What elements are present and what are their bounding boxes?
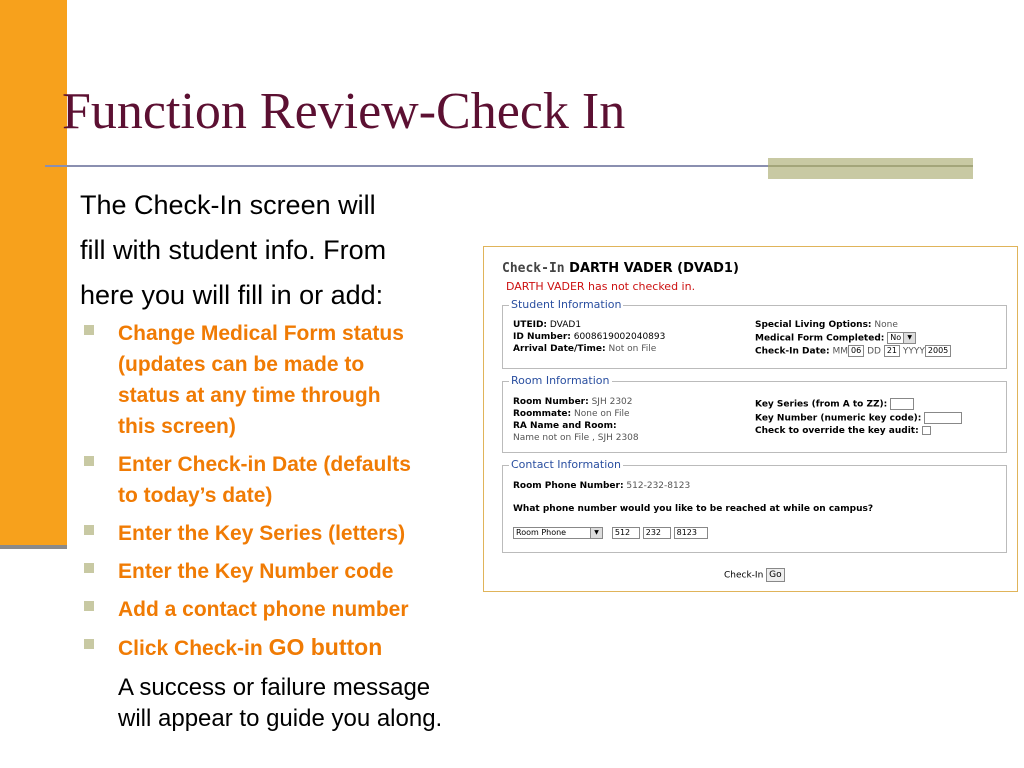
bullet-line: Enter Check-in Date (defaults [118, 453, 411, 476]
key-series-label: Key Series (from A to ZZ): [755, 399, 888, 410]
bullet-line: (updates can be made to [118, 353, 365, 376]
area-code-input[interactable]: 512 [612, 527, 640, 539]
room-info-legend: Room Information [511, 374, 610, 387]
side-bar-shadow [0, 545, 67, 549]
bullet-emphasis: GO button [268, 634, 383, 660]
uteid-label: UTEID: [513, 320, 548, 330]
slide-title: Function Review-Check In [62, 83, 626, 140]
key-number-input[interactable] [924, 412, 962, 424]
bullet-line: this screen) [118, 415, 236, 438]
intro-line: here you will fill in or add: [80, 280, 384, 310]
special-living-label: Special Living Options: [755, 320, 872, 330]
room-number-label: Room Number: [513, 397, 589, 407]
contact-question: What phone number would you like to be reached at while on campus? [513, 504, 874, 514]
list-item [80, 518, 480, 549]
square-bullet-icon [84, 639, 94, 649]
chevron-down-icon: ▼ [903, 333, 915, 343]
phone-type-select[interactable]: Room Phone ▼ [513, 527, 603, 539]
month-input[interactable]: 06 [848, 345, 864, 357]
bullet-line: Enter the Key Series (letters) [118, 522, 406, 545]
checkin-screen-title [502, 261, 739, 276]
instruction-list [80, 318, 480, 671]
status-text: has not checked in. [584, 280, 696, 293]
title-accent-line [768, 165, 973, 167]
ra-label: RA Name and Room: [513, 421, 617, 431]
student-name-title: DARTH VADER (DVAD1) [569, 261, 739, 276]
list-item [80, 556, 480, 587]
day-input[interactable]: 21 [884, 345, 900, 357]
bullet-line: status at any time through [118, 384, 381, 407]
student-info-section: Student Information UTEID: DVAD1 ID Number: 6008619002040893 Arrival Date/Time: Not on File Special Living Options: None Medical Form Completed: No ▼ Check-In Date: MM 06 DD 21 YYYY 2005 [502, 305, 1007, 369]
override-label: Check to override the key audit: [755, 426, 919, 436]
prefix-input[interactable]: 232 [643, 527, 671, 539]
key-number-label: Key Number (numeric key code): [755, 413, 922, 424]
footnote-text [118, 672, 488, 734]
footnote-line: will appear to guide you along. [118, 705, 443, 732]
checkin-date-label: Check-In Date: [755, 346, 830, 357]
checkin-status-message [506, 280, 695, 293]
override-checkbox[interactable] [922, 426, 931, 435]
year-input[interactable]: 2005 [925, 345, 951, 357]
ra-value: Name not on File , SJH 2308 [513, 433, 639, 443]
square-bullet-icon [84, 563, 94, 573]
square-bullet-icon [84, 456, 94, 466]
square-bullet-icon [84, 601, 94, 611]
contact-info-section [502, 458, 1007, 553]
status-student-name: DARTH VADER [506, 280, 585, 293]
line-number-input[interactable]: 8123 [674, 527, 708, 539]
room-phone-value: 512-232-8123 [626, 481, 691, 491]
bullet-line: to today’s date) [118, 484, 273, 507]
intro-line: fill with student info. From [80, 235, 387, 265]
id-number-value: 6008619002040893 [573, 332, 666, 342]
room-info-section [502, 374, 1007, 453]
list-item [80, 594, 480, 625]
checkin-title-label: Check-In [502, 261, 565, 276]
room-number-value: SJH 2302 [591, 397, 633, 407]
checkin-screenshot [483, 246, 1018, 592]
medical-form-select[interactable]: No ▼ [887, 332, 916, 344]
list-item [80, 449, 480, 511]
bullet-line: Add a contact phone number [118, 598, 409, 621]
student-info-legend: Student Information [511, 298, 622, 311]
list-item [80, 318, 480, 442]
arrival-value: Not on File [608, 344, 657, 354]
room-phone-label: Room Phone Number: [513, 481, 624, 491]
roommate-value: None on File [574, 409, 630, 419]
chevron-down-icon: ▼ [590, 528, 602, 538]
id-number-label: ID Number: [513, 332, 571, 342]
intro-line: The Check-In screen will [80, 190, 376, 220]
special-living-value: None [874, 320, 898, 330]
title-accent-block [768, 158, 973, 179]
footnote-line: A success or failure message [118, 674, 431, 701]
roommate-label: Roommate: [513, 409, 572, 419]
list-item [80, 632, 480, 664]
orange-side-bar [0, 0, 67, 545]
checkin-button-label: Check-In [724, 570, 764, 581]
square-bullet-icon [84, 325, 94, 335]
bullet-line: Click Check-in [118, 637, 269, 660]
bullet-line: Change Medical Form status [118, 322, 404, 345]
bullet-line: Enter the Key Number code [118, 560, 394, 583]
medical-form-label: Medical Form Completed: [755, 333, 885, 344]
uteid-value: DVAD1 [549, 320, 582, 330]
go-button[interactable]: Go [766, 568, 784, 582]
arrival-label: Arrival Date/Time: [513, 344, 606, 354]
key-series-input[interactable] [890, 398, 914, 410]
square-bullet-icon [84, 525, 94, 535]
intro-text [80, 183, 480, 318]
contact-info-legend: Contact Information [511, 458, 621, 471]
